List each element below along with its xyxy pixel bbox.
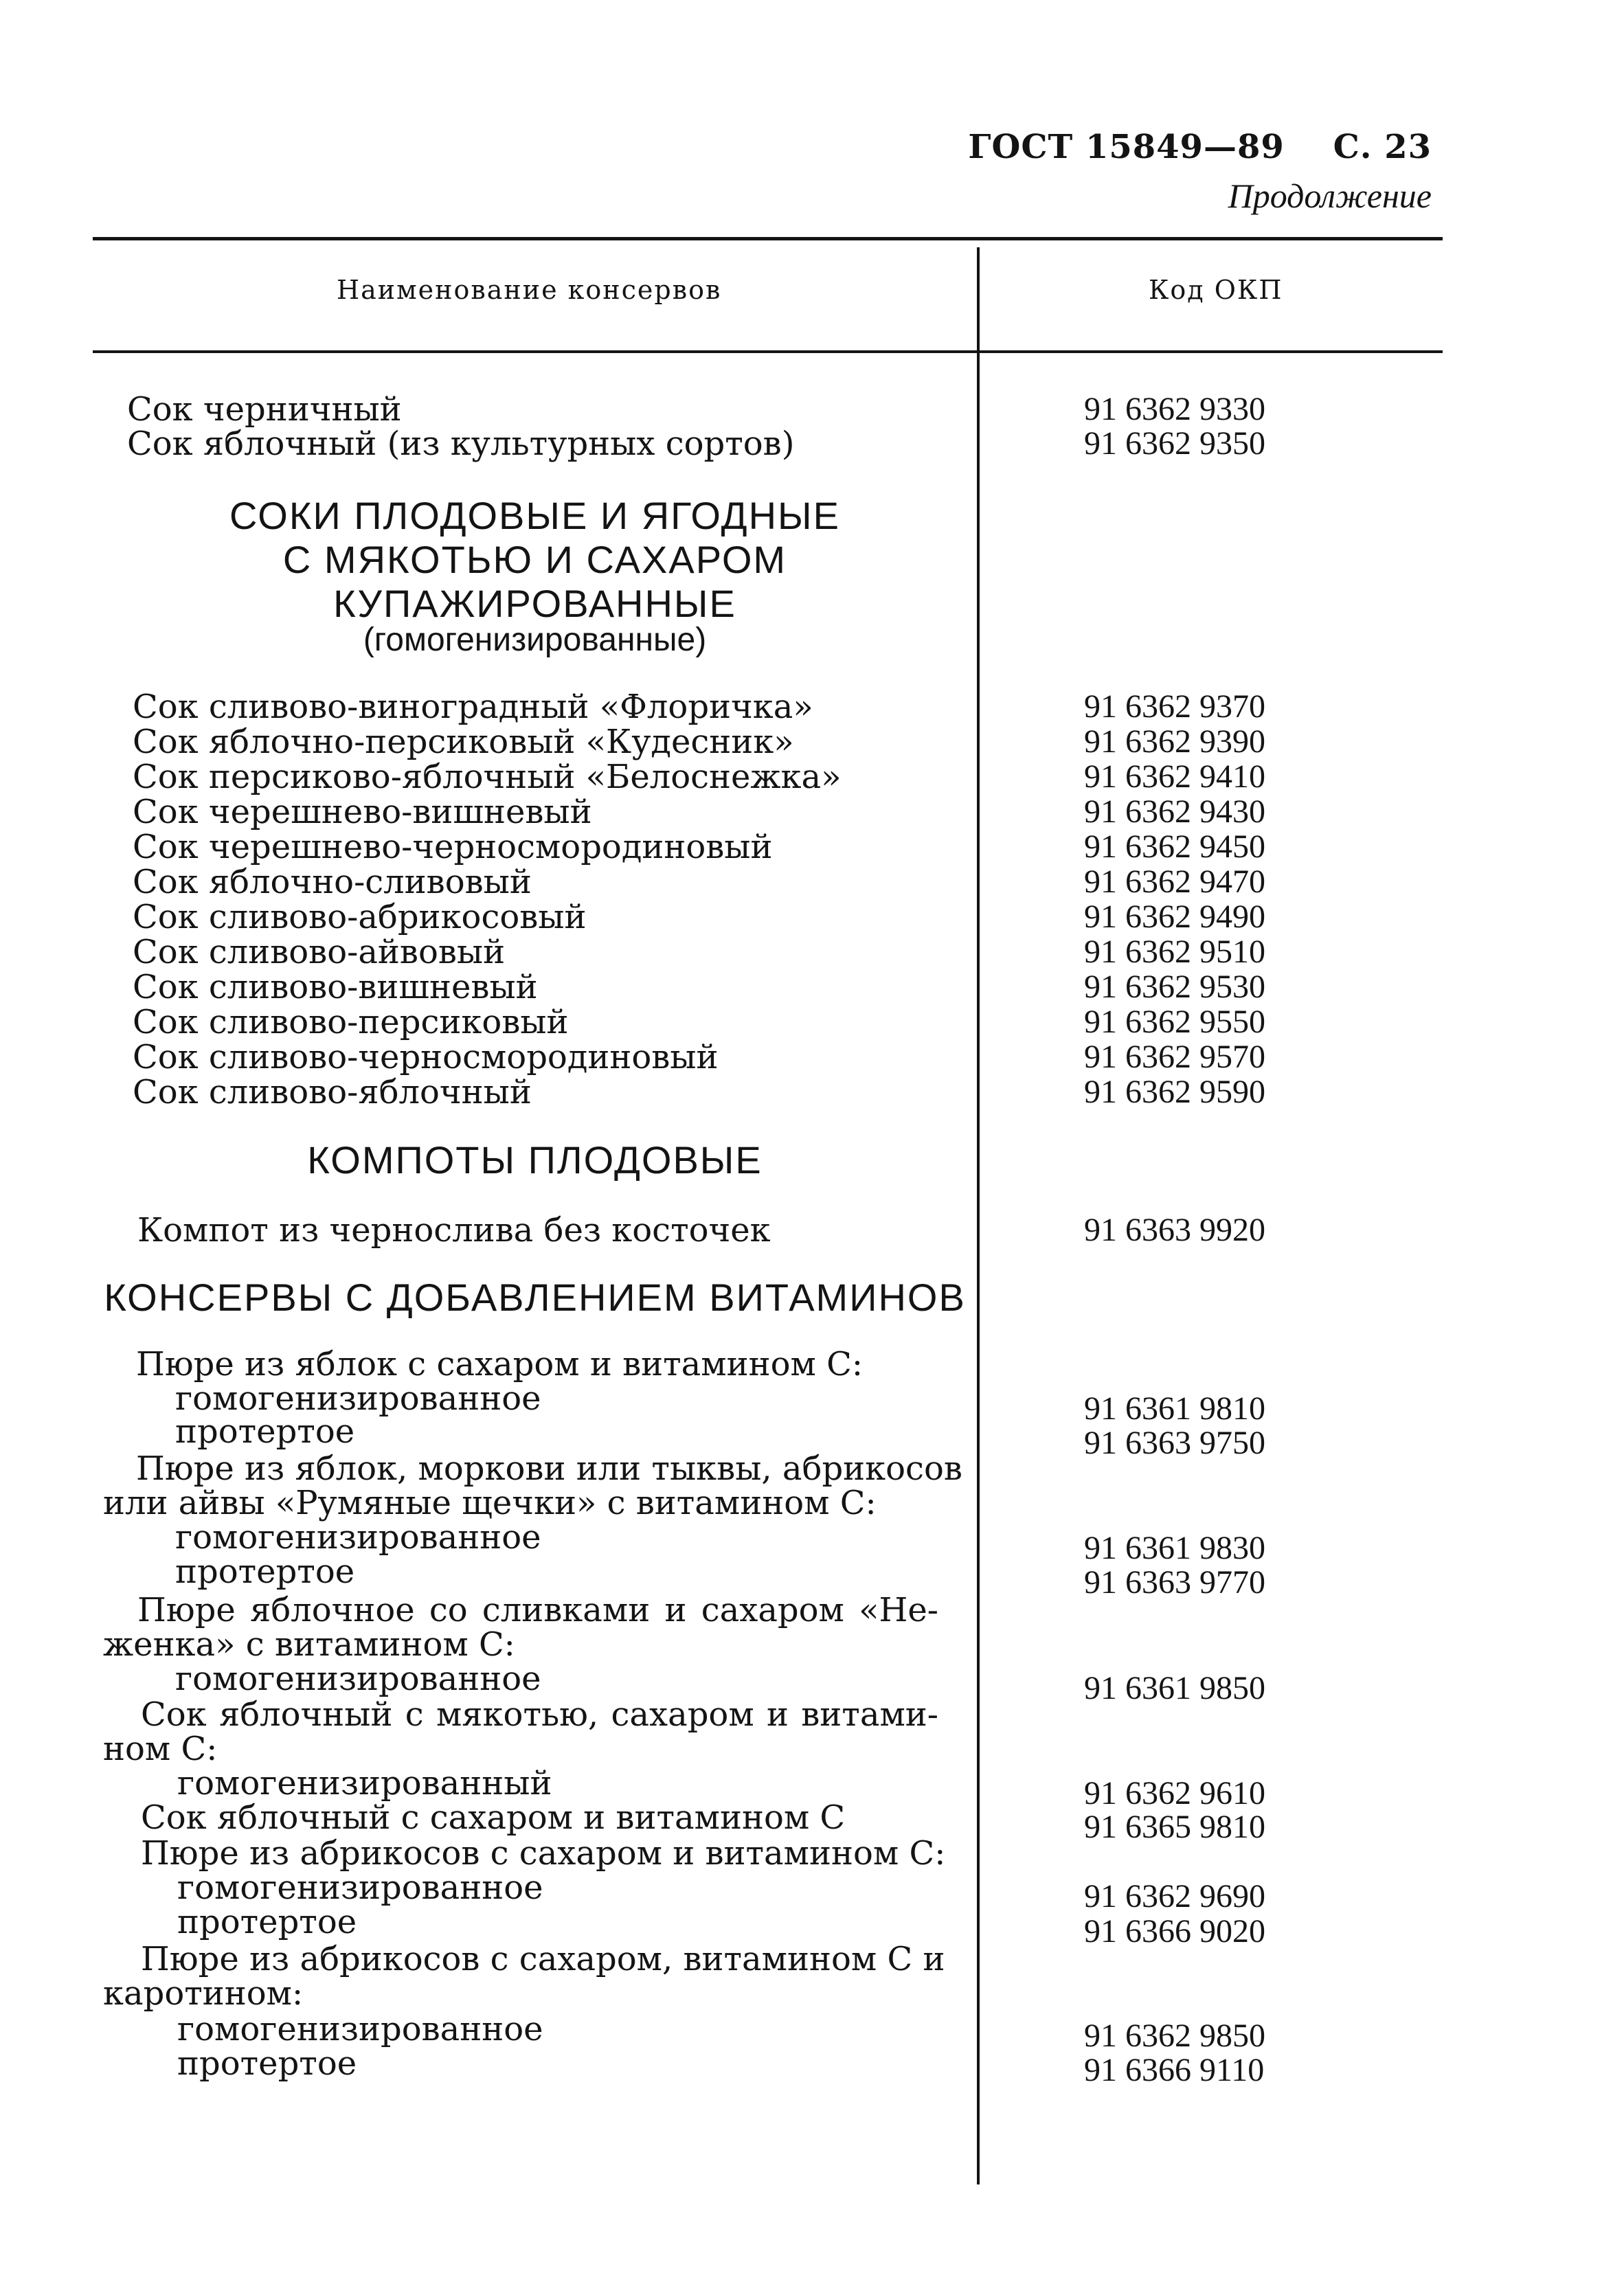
product-variant: гомогенизированное [175, 1518, 541, 1557]
okp-code: 91 6361 9830 [1084, 1530, 1265, 1566]
okp-code: 91 6362 9390 [1084, 723, 1265, 760]
okp-code: 91 6362 9610 [1084, 1775, 1265, 1811]
continuation-label: Продолжение [1228, 177, 1432, 215]
okp-code: 91 6363 9750 [1084, 1425, 1265, 1461]
section-heading: С МЯКОТЬЮ И САХАРОМ [282, 538, 787, 581]
table-row [0, 1627, 1624, 1662]
okp-code: 91 6362 9410 [1084, 758, 1265, 795]
table-row [0, 426, 1624, 462]
table-row [0, 689, 1624, 725]
product-variant: гомогенизированное [177, 2010, 543, 2048]
header-bottom-rule [93, 350, 1443, 353]
section-subheading: (гомогенизированные) [363, 622, 707, 658]
okp-code: 91 6362 9570 [1084, 1039, 1265, 1075]
table-row [0, 969, 1624, 1005]
product-name: или айвы «Румяные щечки» с витамином С: [103, 1484, 877, 1522]
product-name: Сок яблочный (из культурных сортов) [127, 425, 795, 463]
product-variant: гомогенизированный [177, 1764, 552, 1803]
product-name: Компот из чернослива без косточек [137, 1211, 771, 1250]
product-name: Сок сливово-виноградный «Флоричка» [133, 688, 813, 726]
product-name: Сок черничный [127, 390, 402, 429]
product-name: Пюре яблочное со сливками и сахаром «Не- [137, 1591, 938, 1629]
table-row [0, 1346, 1624, 1382]
product-variant: протертое [177, 1903, 357, 1941]
table-row [0, 1485, 1624, 1521]
table-row [0, 1697, 1624, 1732]
product-name: Пюре из абрикосов с сахаром, витамином С и [141, 1940, 945, 1978]
product-name: Пюре из абрикосов с сахаром и витамином С: [141, 1834, 946, 1873]
section-heading: КОМПОТЫ ПЛОДОВЫЕ [307, 1138, 763, 1182]
okp-code: 91 6362 9550 [1084, 1004, 1265, 1040]
page-header [944, 89, 1432, 166]
table-row [0, 794, 1624, 830]
product-name: Сок сливово-яблочный [133, 1073, 532, 1111]
product-name: каротином: [103, 1974, 304, 2013]
section-heading: СОКИ ПЛОДОВЫЕ И ЯГОДНЫЕ [229, 494, 840, 537]
table-row [0, 1451, 1624, 1487]
table-row [0, 1212, 1624, 1248]
product-variant: протертое [177, 2044, 357, 2083]
okp-code: 91 6362 9490 [1084, 899, 1265, 935]
product-name: Сок сливово-вишневый [133, 968, 538, 1006]
product-name: Сок сливово-айвовый [133, 933, 506, 971]
okp-code: 91 6362 9430 [1084, 793, 1265, 830]
okp-code: 91 6362 9850 [1084, 2018, 1265, 2054]
product-name: Сок черешнево-черносмородиновый [133, 828, 773, 866]
product-name: Сок яблочный с мякотью, сахаром и витами- [141, 1695, 938, 1734]
table-row [0, 899, 1624, 935]
product-name: Пюре из яблок с сахаром и витамином С: [136, 1345, 863, 1383]
okp-code: 91 6363 9920 [1084, 1212, 1265, 1248]
table-row [0, 829, 1624, 865]
okp-code: 91 6361 9810 [1084, 1390, 1265, 1427]
column-header-name: Наименование консервов [337, 275, 722, 305]
okp-code: 91 6366 9020 [1084, 1913, 1265, 1950]
table-row [0, 934, 1624, 970]
product-variant: гомогенизированное [177, 1868, 543, 1907]
table-row [0, 1004, 1624, 1040]
table-row [0, 724, 1624, 760]
product-variant: протертое [175, 1412, 355, 1451]
table-row [0, 2053, 1624, 2088]
table-row [0, 1835, 1624, 1871]
okp-code: 91 6362 9370 [1084, 688, 1265, 725]
product-name: Сок сливово-черносмородиновый [133, 1038, 719, 1076]
okp-code: 91 6362 9530 [1084, 969, 1265, 1005]
product-name: Сок персиково-яблочный «Белоснежка» [133, 758, 842, 796]
section-heading: КУПАЖИРОВАННЫЕ [333, 582, 736, 625]
product-name: Пюре из яблок, моркови или тыквы, абрикосов [136, 1449, 962, 1488]
product-name: ном С: [103, 1730, 218, 1768]
product-name: Сок черешнево-вишневый [133, 793, 592, 831]
product-name: Сок яблочный с сахаром и витамином С [141, 1798, 846, 1837]
table-row [0, 1592, 1624, 1628]
table-row [0, 1731, 1624, 1767]
table-row [0, 392, 1624, 427]
column-header-code: Код ОКП [1149, 275, 1283, 305]
product-variant: протертое [175, 1552, 355, 1591]
okp-code: 91 6365 9810 [1084, 1809, 1265, 1845]
okp-code: 91 6366 9110 [1084, 2052, 1265, 2088]
okp-code: 91 6362 9350 [1084, 425, 1265, 462]
product-name: Сок яблочно-сливовый [133, 863, 532, 901]
product-variant: гомогенизированное [175, 1379, 541, 1418]
table-row [0, 864, 1624, 900]
okp-code: 91 6362 9470 [1084, 863, 1265, 900]
table-top-rule [93, 237, 1443, 240]
table-row [0, 759, 1624, 795]
table-row [0, 1941, 1624, 1977]
product-variant: гомогенизированное [175, 1660, 541, 1698]
product-name: Сок сливово-персиковый [133, 1003, 569, 1041]
okp-code: 91 6362 9590 [1084, 1074, 1265, 1110]
table-row [0, 1074, 1624, 1110]
standard-number: ГОСТ 15849—89 [968, 128, 1285, 166]
product-name: женка» с витамином С: [103, 1625, 515, 1664]
okp-code: 91 6362 9690 [1084, 1878, 1265, 1914]
page-number: С. 23 [1333, 128, 1432, 166]
table-row [0, 1039, 1624, 1075]
okp-code: 91 6361 9850 [1084, 1670, 1265, 1706]
okp-code: 91 6362 9330 [1084, 391, 1265, 427]
product-name: Сок сливово-абрикосовый [133, 898, 587, 936]
section-heading: КОНСЕРВЫ С ДОБАВЛЕНИЕМ ВИТАМИНОВ [104, 1276, 966, 1319]
table-row [0, 1976, 1624, 2011]
product-name: Сок яблочно-персиковый «Кудесник» [133, 723, 794, 761]
okp-code: 91 6362 9510 [1084, 934, 1265, 970]
okp-code: 91 6362 9450 [1084, 828, 1265, 865]
okp-code: 91 6363 9770 [1084, 1564, 1265, 1601]
